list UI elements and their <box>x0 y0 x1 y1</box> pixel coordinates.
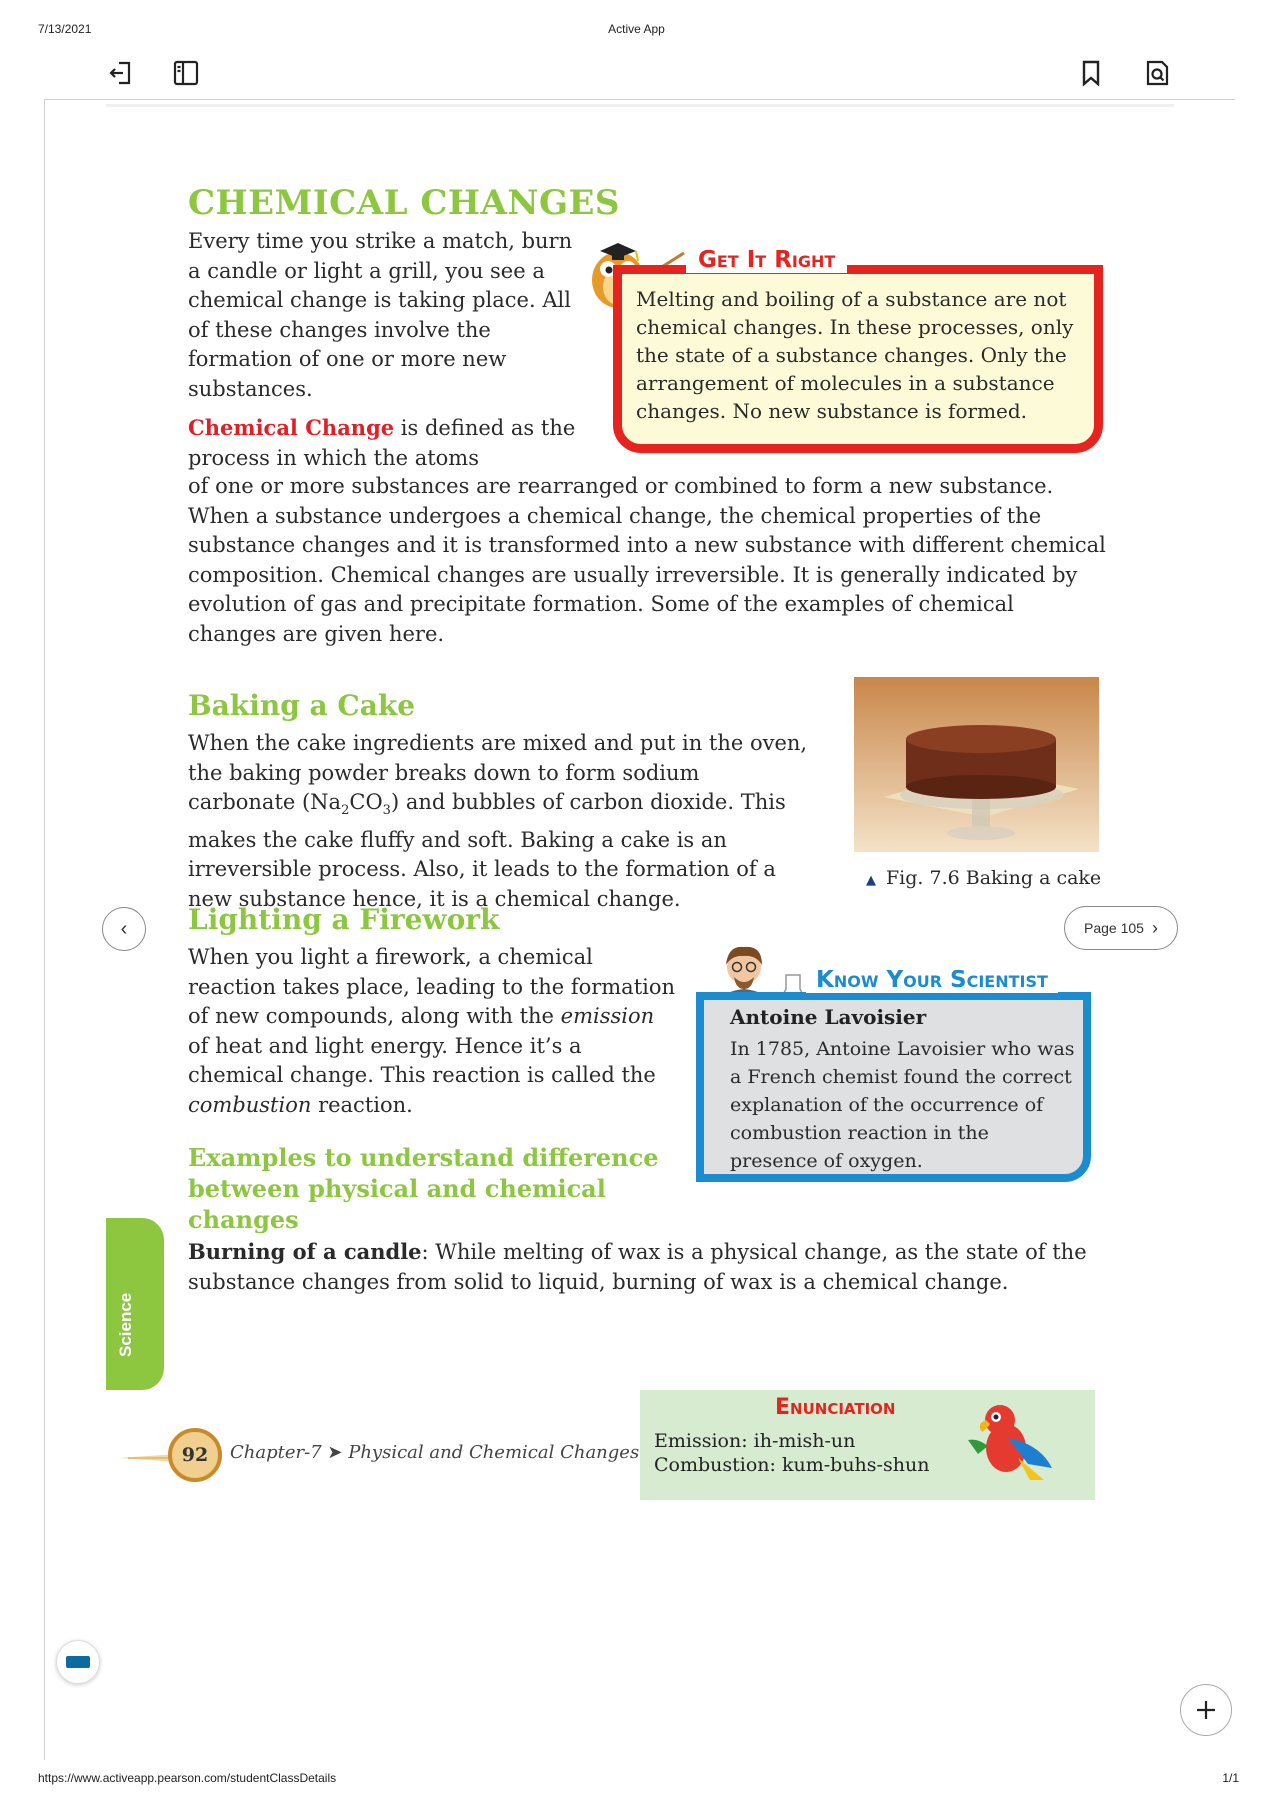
chapter-label: Chapter-7 ➤ Physical and Chemical Changes <box>230 1442 640 1463</box>
print-url: https://www.activeapp.pearson.com/studentClassDetails <box>38 1771 337 1785</box>
notes-toggle-button[interactable] <box>56 1640 100 1684</box>
enunciation-line: Emission: ih-mish-un <box>654 1430 856 1452</box>
plus-icon <box>1194 1698 1218 1722</box>
book-page <box>106 104 1174 1504</box>
toolbar-divider <box>44 99 1235 100</box>
intro-paragraph: Every time you strike a match, burn a candle or light a grill, you see a chemical change is taking place. All of these changes involve the formation of one or more new substances. <box>188 229 573 401</box>
notes-icon <box>66 1656 90 1668</box>
candle-paragraph: Burning of a candle: While melting of wax is a physical change, as the state of the substance changes from solid to liquid, burning of wax is a chemical change. <box>188 1239 1087 1294</box>
firework-heading: Lighting a Firework <box>188 903 500 936</box>
get-it-right-title: Get It Right <box>686 247 847 273</box>
examples-heading: Examples to understand difference between physical and chemical changes <box>188 1143 659 1234</box>
print-title: Active App <box>608 22 665 36</box>
exit-icon <box>107 59 135 87</box>
parrot-icon <box>948 1398 1056 1482</box>
viewport-edge <box>1236 1680 1273 1740</box>
bookmark-icon <box>1078 59 1104 87</box>
definition-start <box>188 413 578 473</box>
scientist-text: In 1785, Antoine Lavoisier who was a French chemist found the correct explanation of the occurrence of combustion reaction in the presence of oxygen. <box>730 1038 1075 1172</box>
cake-photo <box>854 677 1099 852</box>
bookmark-button[interactable] <box>1074 56 1108 90</box>
chevron-right-icon: › <box>1151 917 1158 938</box>
triangle-icon: ▲ <box>866 873 876 888</box>
search-page-button[interactable] <box>1140 56 1174 90</box>
print-page-count: 1/1 <box>1222 1771 1239 1785</box>
firework-paragraph: When you light a firework, a chemical reaction takes place, leading to the formation of new compounds, along with the emission of heat and light energy. Hence it’s a chemical change. This reaction is called the combustion reaction. <box>188 945 676 1117</box>
candle-term: Burning of a candle <box>188 1239 422 1264</box>
side-tab-label: Science <box>116 1292 135 1358</box>
add-button[interactable] <box>1180 1684 1232 1736</box>
next-page-button[interactable] <box>1064 906 1178 950</box>
viewer-left-border <box>44 100 45 1760</box>
scientist-name: Antoine Lavoisier <box>730 1005 927 1029</box>
page-number-badge: 92 <box>168 1428 222 1482</box>
sidebar-toggle-button[interactable] <box>169 56 203 90</box>
chapter-arrow-icon: ➤ <box>327 1442 343 1463</box>
sidebar-toggle-icon <box>172 59 200 87</box>
enunciation-line: Combustion: kum-buhs-shun <box>654 1454 930 1476</box>
previous-page-button[interactable] <box>102 907 146 951</box>
next-page-label: Page 105 <box>1084 920 1144 936</box>
figure-caption: ▲ Fig. 7.6 Baking a cake <box>866 867 1102 889</box>
exit-button[interactable] <box>104 56 138 90</box>
main-heading: CHEMICAL CHANGES <box>188 183 620 223</box>
enunciation-title: Enunciation <box>775 1395 896 1420</box>
definition-paragraph: of one or more substances are rearranged or combined to form a new substance. When a substance undergoes a chemical change, the chemical properties of the substance changes and it is transformed into a new substance with different chemical composition. Chemical changes are usually irreversible. It is generally indicated by evolution of gas and precipitate formation. Some of the examples of chemical changes are given here. <box>188 474 1106 646</box>
get-it-right-text: Melting and boiling of a substance are not chemical changes. In these processes, only the state of a substance changes. Only the arrangement of molecules in a substance changes. No new substance is formed. <box>636 287 1074 423</box>
baking-heading: Baking a Cake <box>188 689 416 722</box>
definition-start-text: is defined as the process in which the atoms <box>188 416 576 470</box>
know-your-scientist-title: Know Your Scientist <box>806 967 1058 993</box>
definition-term: Chemical Change <box>188 415 395 440</box>
chevron-left-icon: ‹ <box>120 917 128 940</box>
print-date: 7/13/2021 <box>38 22 92 36</box>
search-page-icon <box>1143 59 1171 87</box>
baking-paragraph: When the cake ingredients are mixed and put in the oven, the baking powder breaks down to form sodium carbonate $(Na_2CO_3)$ and bubbles of carbon dioxide. This makes the cake fluffy and soft. Baking a cake is an irreversible process. Also, it leads to the formation of a new substance hence, it is a chemical change. <box>188 731 808 911</box>
